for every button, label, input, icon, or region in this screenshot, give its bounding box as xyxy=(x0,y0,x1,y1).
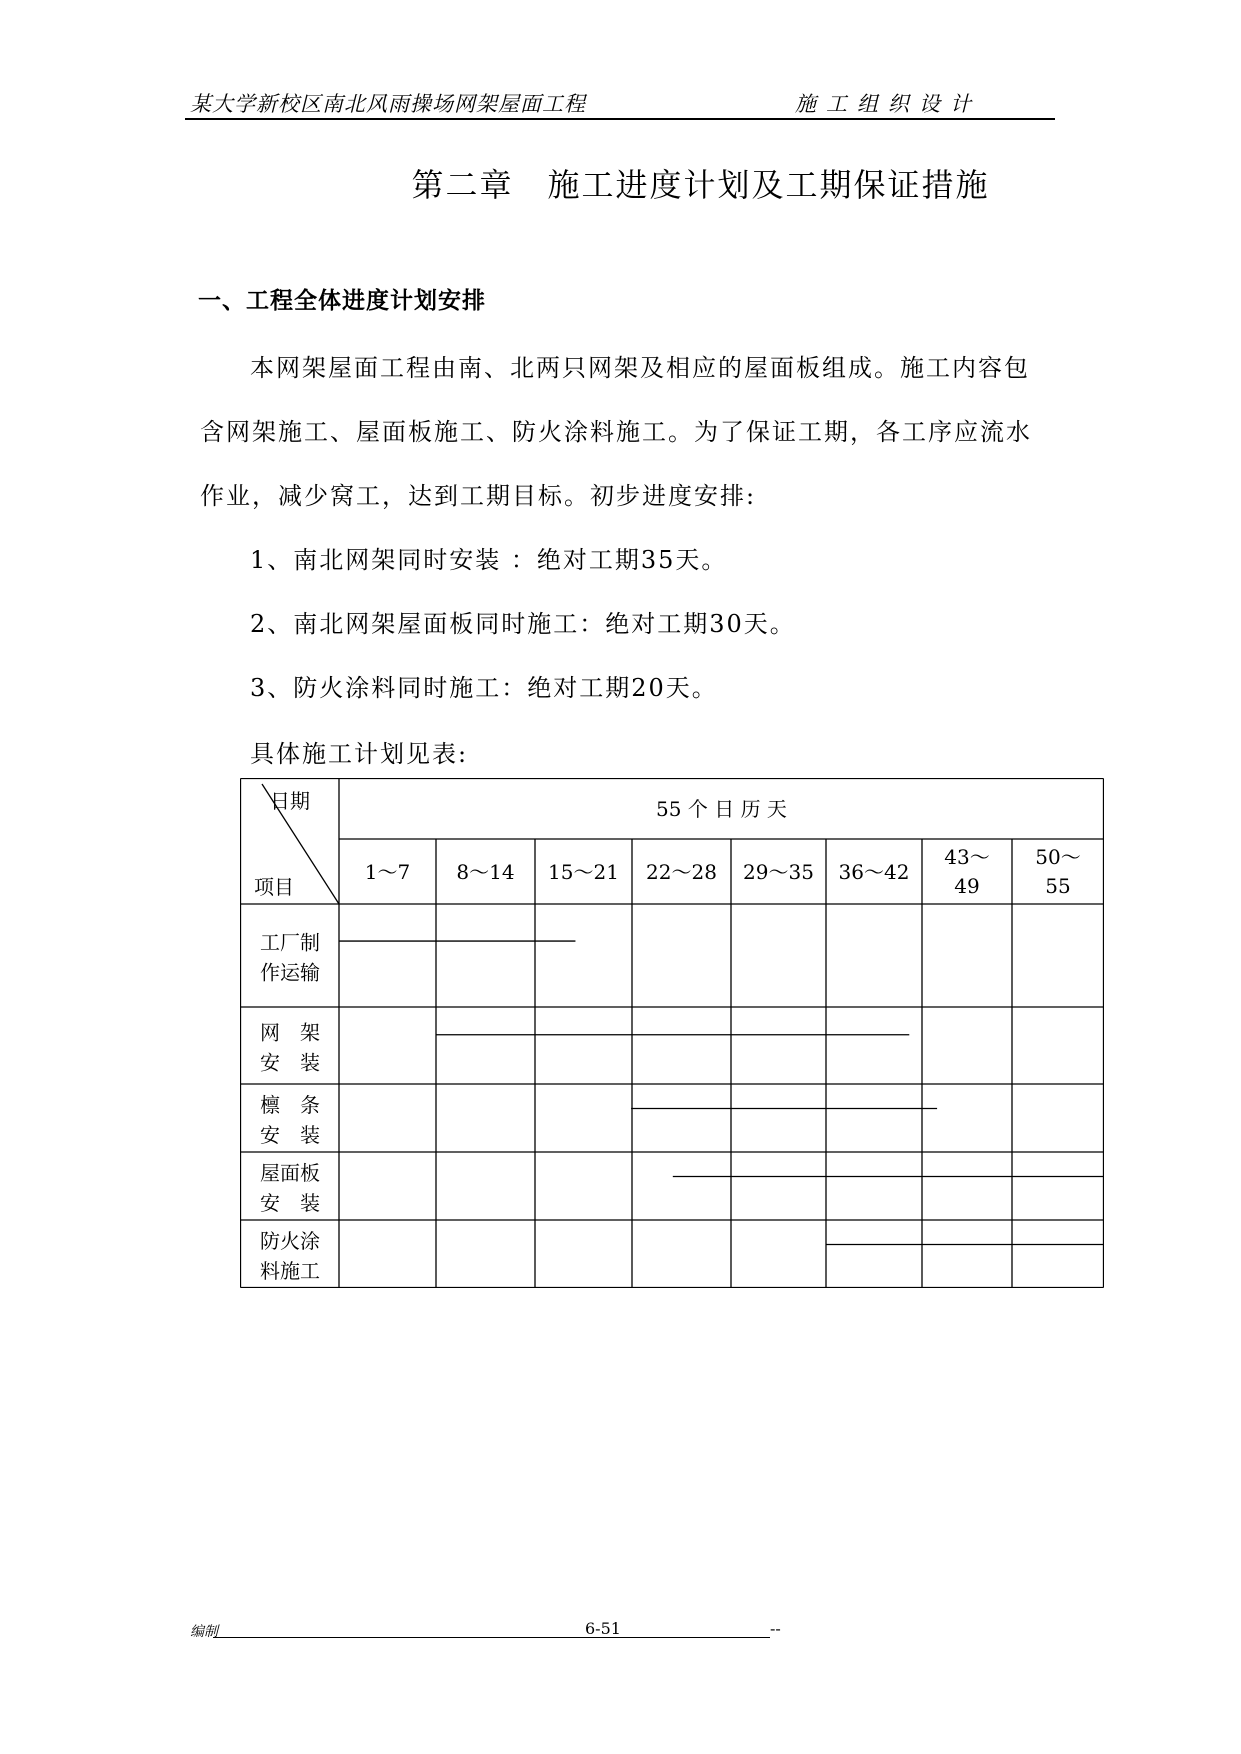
row-label: 安 装 xyxy=(260,1050,320,1075)
column-header-label: 22～28 xyxy=(646,860,717,884)
row-label: 作运输 xyxy=(260,960,320,985)
footer-compiler-label: 编制 xyxy=(190,1624,218,1640)
row-label: 防火涂 xyxy=(260,1229,320,1253)
column-header-label: 15～21 xyxy=(548,860,619,884)
row-label: 工厂制 xyxy=(260,930,320,955)
row-label: 檩 条 xyxy=(260,1093,320,1117)
column-header-label: 43～ xyxy=(944,845,990,869)
span-header-label: 55 个 日 历 天 xyxy=(656,797,787,821)
row-label: 安 装 xyxy=(260,1191,320,1215)
column-header-label: 49 xyxy=(954,874,980,898)
row-label: 网 架 xyxy=(260,1020,320,1045)
column-header-label: 8～14 xyxy=(456,860,515,884)
footer-rule xyxy=(213,1637,770,1638)
schedule-table xyxy=(240,778,1104,1288)
row-label: 料施工 xyxy=(260,1259,320,1283)
column-header-label: 29～35 xyxy=(743,860,814,884)
list-item-1: 1、南北网架同时安装 ：绝对工期35天。 xyxy=(250,546,728,574)
header-rule xyxy=(185,118,1055,120)
section-heading: 一、工程全体进度计划安排 xyxy=(198,288,486,314)
footer-trail: -- xyxy=(770,1619,781,1638)
column-header-label: 50～ xyxy=(1035,845,1081,869)
paragraph-line-1: 本网架屋面工程由南、北两只网架及相应的屋面板组成。施工内容包 xyxy=(250,354,1030,382)
list-item-3: 3、防火涂料同时施工：绝对工期20天。 xyxy=(250,674,718,702)
list-item-2: 2、南北网架屋面板同时施工：绝对工期30天。 xyxy=(250,610,796,638)
footer-page-number: 6-51 xyxy=(585,1619,621,1638)
chapter-title: 第二章 施工进度计划及工期保证措施 xyxy=(411,166,990,204)
paragraph-line-2: 含网架施工、屋面板施工、防火涂料施工。为了保证工期，各工序应流水 xyxy=(200,418,1032,446)
row-label: 屋面板 xyxy=(260,1161,320,1185)
corner-date-label: 日期 xyxy=(270,789,310,813)
table-intro: 具体施工计划见表: xyxy=(250,740,469,768)
column-header-label: 36～42 xyxy=(838,860,910,884)
paragraph-line-3: 作业，减少窝工，达到工期目标。初步进度安排: xyxy=(200,482,757,510)
corner-item-label: 项目 xyxy=(254,875,294,899)
header-project-name: 某大学新校区南北风雨操场网架屋面工程 xyxy=(190,92,586,116)
column-header-label: 55 xyxy=(1045,874,1071,898)
header-doc-type: 施工组织设计 xyxy=(795,92,981,116)
column-header-label: 1～7 xyxy=(364,860,411,884)
row-label: 安 装 xyxy=(260,1123,320,1147)
